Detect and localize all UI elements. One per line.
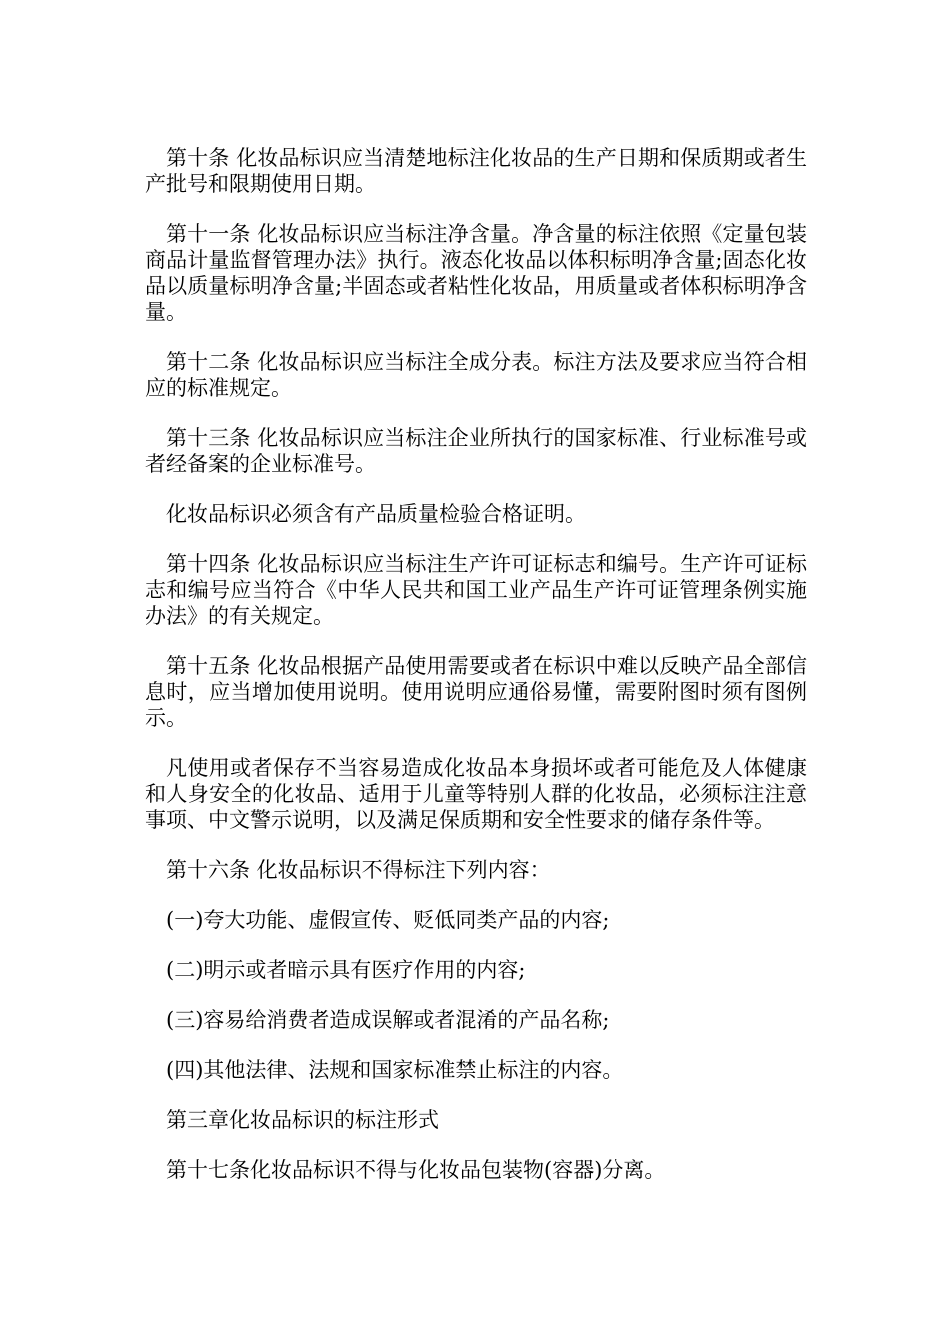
article-14: 第十四条 化妆品标识应当标注生产许可证标志和编号。生产许可证标志和编号应当符合《中华人民共和国工业产品生产许可证管理条例实施办法》的有关规定。 <box>145 552 807 628</box>
quality-certificate-paragraph: 化妆品标识必须含有产品质量检验合格证明。 <box>166 502 586 526</box>
list-item-1: (一)夸大功能、虚假宣传、贬低同类产品的内容; <box>166 908 610 932</box>
list-item-2: (二)明示或者暗示具有医疗作用的内容; <box>166 958 526 982</box>
article-11: 第十一条 化妆品标识应当标注净含量。净含量的标注依照《定量包装商品计量监督管理办法》执行。液态化妆品以体积标明净含量;固态化妆品以质量标明净含量;半固态或者粘性化妆品，用质量或者体积标明净含量。 <box>145 222 807 324</box>
document-page <box>145 145 807 1207</box>
article-10: 第十条 化妆品标识应当清楚地标注化妆品的生产日期和保质期或者生产批号和限期使用日期。 <box>145 146 807 196</box>
article-17: 第十七条化妆品标识不得与化妆品包装物(容器)分离。 <box>166 1158 666 1182</box>
chapter-3-heading: 第三章化妆品标识的标注形式 <box>166 1108 439 1132</box>
article-13: 第十三条 化妆品标识应当标注企业所执行的国家标准、行业标准号或者经备案的企业标准号。 <box>145 426 807 476</box>
article-16: 第十六条 化妆品标识不得标注下列内容： <box>166 858 551 882</box>
article-15: 第十五条 化妆品根据产品使用需要或者在标识中难以反映产品全部信息时，应当增加使用说明。使用说明应通俗易懂，需要附图时须有图例示。 <box>145 654 807 730</box>
list-item-3: (三)容易给消费者造成误解或者混淆的产品名称; <box>166 1008 610 1032</box>
article-12: 第十二条 化妆品标识应当标注全成分表。标注方法及要求应当符合相应的标准规定。 <box>145 350 807 400</box>
list-item-4: (四)其他法律、法规和国家标准禁止标注的内容。 <box>166 1058 624 1082</box>
warning-paragraph: 凡使用或者保存不当容易造成化妆品本身损坏或者可能危及人体健康和人身安全的化妆品、适用于儿童等特别人群的化妆品，必须标注注意事项、中文警示说明，以及满足保质期和安全性要求的储存条件等。 <box>145 756 807 832</box>
